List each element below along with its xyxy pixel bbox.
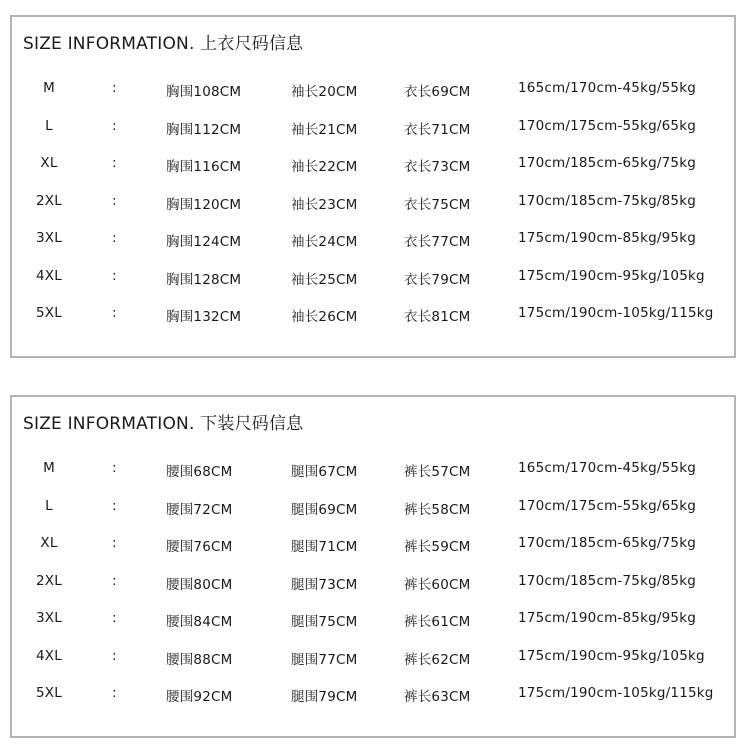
bottoms-size-table	[12, 452, 734, 715]
separator: :	[112, 305, 117, 321]
tops-row-4xl	[12, 260, 734, 298]
size-label: L	[45, 497, 53, 514]
separator: :	[112, 572, 117, 589]
waist-measurement: 腰围80CM	[166, 576, 233, 593]
fit-range: 170cm/185cm-75kg/85kg	[518, 572, 696, 589]
bottoms-row-m	[12, 452, 734, 490]
waist-measurement: 腰围68CM	[166, 464, 233, 480]
size-label: 5XL	[36, 305, 62, 321]
tops-row-xl	[12, 147, 734, 185]
fit-range: 175cm/190cm-105kg/115kg	[518, 305, 714, 321]
size-label: XL	[40, 535, 58, 551]
length-measurement: 裤长58CM	[404, 501, 471, 518]
waist-measurement: 腰围72CM	[166, 501, 233, 518]
bottoms-row-4xl	[12, 640, 734, 678]
tops-row-m	[12, 72, 734, 110]
separator: :	[112, 192, 117, 209]
length-measurement: 衣长71CM	[404, 121, 471, 138]
thigh-measurement: 腿围73CM	[291, 576, 358, 593]
size-label: 4XL	[36, 647, 62, 664]
fit-range: 170cm/185cm-75kg/85kg	[518, 192, 696, 209]
fit-range: 170cm/175cm-55kg/65kg	[518, 117, 696, 134]
fit-range: 170cm/185cm-65kg/75kg	[518, 155, 696, 171]
size-label: 3XL	[36, 610, 62, 626]
fit-range: 170cm/175cm-55kg/65kg	[518, 497, 696, 514]
size-label: M	[43, 80, 55, 96]
chest-measurement: 胸围128CM	[166, 271, 242, 288]
tops-row-2xl	[12, 185, 734, 223]
length-measurement: 裤长61CM	[404, 614, 471, 630]
separator: :	[112, 267, 117, 284]
separator: :	[112, 460, 117, 476]
separator: :	[112, 685, 117, 701]
length-measurement: 衣长75CM	[404, 196, 471, 213]
waist-measurement: 腰围92CM	[166, 689, 233, 705]
fit-range: 175cm/190cm-105kg/115kg	[518, 685, 714, 701]
length-measurement: 裤长60CM	[404, 576, 471, 593]
thigh-measurement: 腿围75CM	[291, 614, 358, 630]
sleeve-measurement: 袖长21CM	[291, 121, 358, 138]
separator: :	[112, 80, 117, 96]
length-measurement: 衣长69CM	[404, 84, 471, 100]
bottoms-row-2xl	[12, 565, 734, 603]
separator: :	[112, 497, 117, 514]
fit-range: 175cm/190cm-85kg/95kg	[518, 230, 696, 246]
separator: :	[112, 647, 117, 664]
length-measurement: 裤长59CM	[404, 539, 471, 555]
separator: :	[112, 610, 117, 626]
length-measurement: 裤长62CM	[404, 651, 471, 668]
thigh-measurement: 腿围69CM	[291, 501, 358, 518]
size-label: M	[43, 460, 55, 476]
tops-row-l	[12, 110, 734, 148]
tops-row-5xl	[12, 297, 734, 335]
fit-range: 170cm/185cm-65kg/75kg	[518, 535, 696, 551]
sleeve-measurement: 袖长24CM	[291, 234, 358, 250]
thigh-measurement: 腿围67CM	[291, 464, 358, 480]
sleeve-measurement: 袖长26CM	[291, 309, 358, 325]
length-measurement: 衣长79CM	[404, 271, 471, 288]
chest-measurement: 胸围112CM	[166, 121, 242, 138]
length-measurement: 衣长77CM	[404, 234, 471, 250]
size-label: XL	[40, 155, 58, 171]
bottoms-size-panel	[10, 395, 736, 738]
size-label: L	[45, 117, 53, 134]
bottoms-row-3xl	[12, 602, 734, 640]
tops-panel-title: SIZE INFORMATION. 上衣尺码信息	[23, 34, 304, 54]
tops-size-panel	[10, 15, 736, 358]
sleeve-measurement: 袖长25CM	[291, 271, 358, 288]
fit-range: 175cm/190cm-85kg/95kg	[518, 610, 696, 626]
waist-measurement: 腰围76CM	[166, 539, 233, 555]
chest-measurement: 胸围116CM	[166, 159, 242, 175]
length-measurement: 裤长57CM	[404, 464, 471, 480]
bottoms-row-l	[12, 490, 734, 528]
length-measurement: 衣长73CM	[404, 159, 471, 175]
tops-size-table	[12, 72, 734, 335]
separator: :	[112, 230, 117, 246]
size-label: 2XL	[36, 192, 62, 209]
thigh-measurement: 腿围79CM	[291, 689, 358, 705]
chest-measurement: 胸围132CM	[166, 309, 242, 325]
sleeve-measurement: 袖长20CM	[291, 84, 358, 100]
fit-range: 165cm/170cm-45kg/55kg	[518, 460, 696, 476]
chest-measurement: 胸围108CM	[166, 84, 242, 100]
bottoms-row-xl	[12, 527, 734, 565]
size-label: 5XL	[36, 685, 62, 701]
chest-measurement: 胸围120CM	[166, 196, 242, 213]
separator: :	[112, 155, 117, 171]
chest-measurement: 胸围124CM	[166, 234, 242, 250]
separator: :	[112, 535, 117, 551]
fit-range: 175cm/190cm-95kg/105kg	[518, 267, 705, 284]
fit-range: 165cm/170cm-45kg/55kg	[518, 80, 696, 96]
fit-range: 175cm/190cm-95kg/105kg	[518, 647, 705, 664]
size-label: 2XL	[36, 572, 62, 589]
separator: :	[112, 117, 117, 134]
sleeve-measurement: 袖长23CM	[291, 196, 358, 213]
thigh-measurement: 腿围77CM	[291, 651, 358, 668]
sleeve-measurement: 袖长22CM	[291, 159, 358, 175]
bottoms-row-5xl	[12, 677, 734, 715]
length-measurement: 裤长63CM	[404, 689, 471, 705]
thigh-measurement: 腿围71CM	[291, 539, 358, 555]
size-label: 4XL	[36, 267, 62, 284]
tops-row-3xl	[12, 222, 734, 260]
waist-measurement: 腰围88CM	[166, 651, 233, 668]
waist-measurement: 腰围84CM	[166, 614, 233, 630]
bottoms-panel-title: SIZE INFORMATION. 下装尺码信息	[23, 414, 304, 434]
size-label: 3XL	[36, 230, 62, 246]
length-measurement: 衣长81CM	[404, 309, 471, 325]
